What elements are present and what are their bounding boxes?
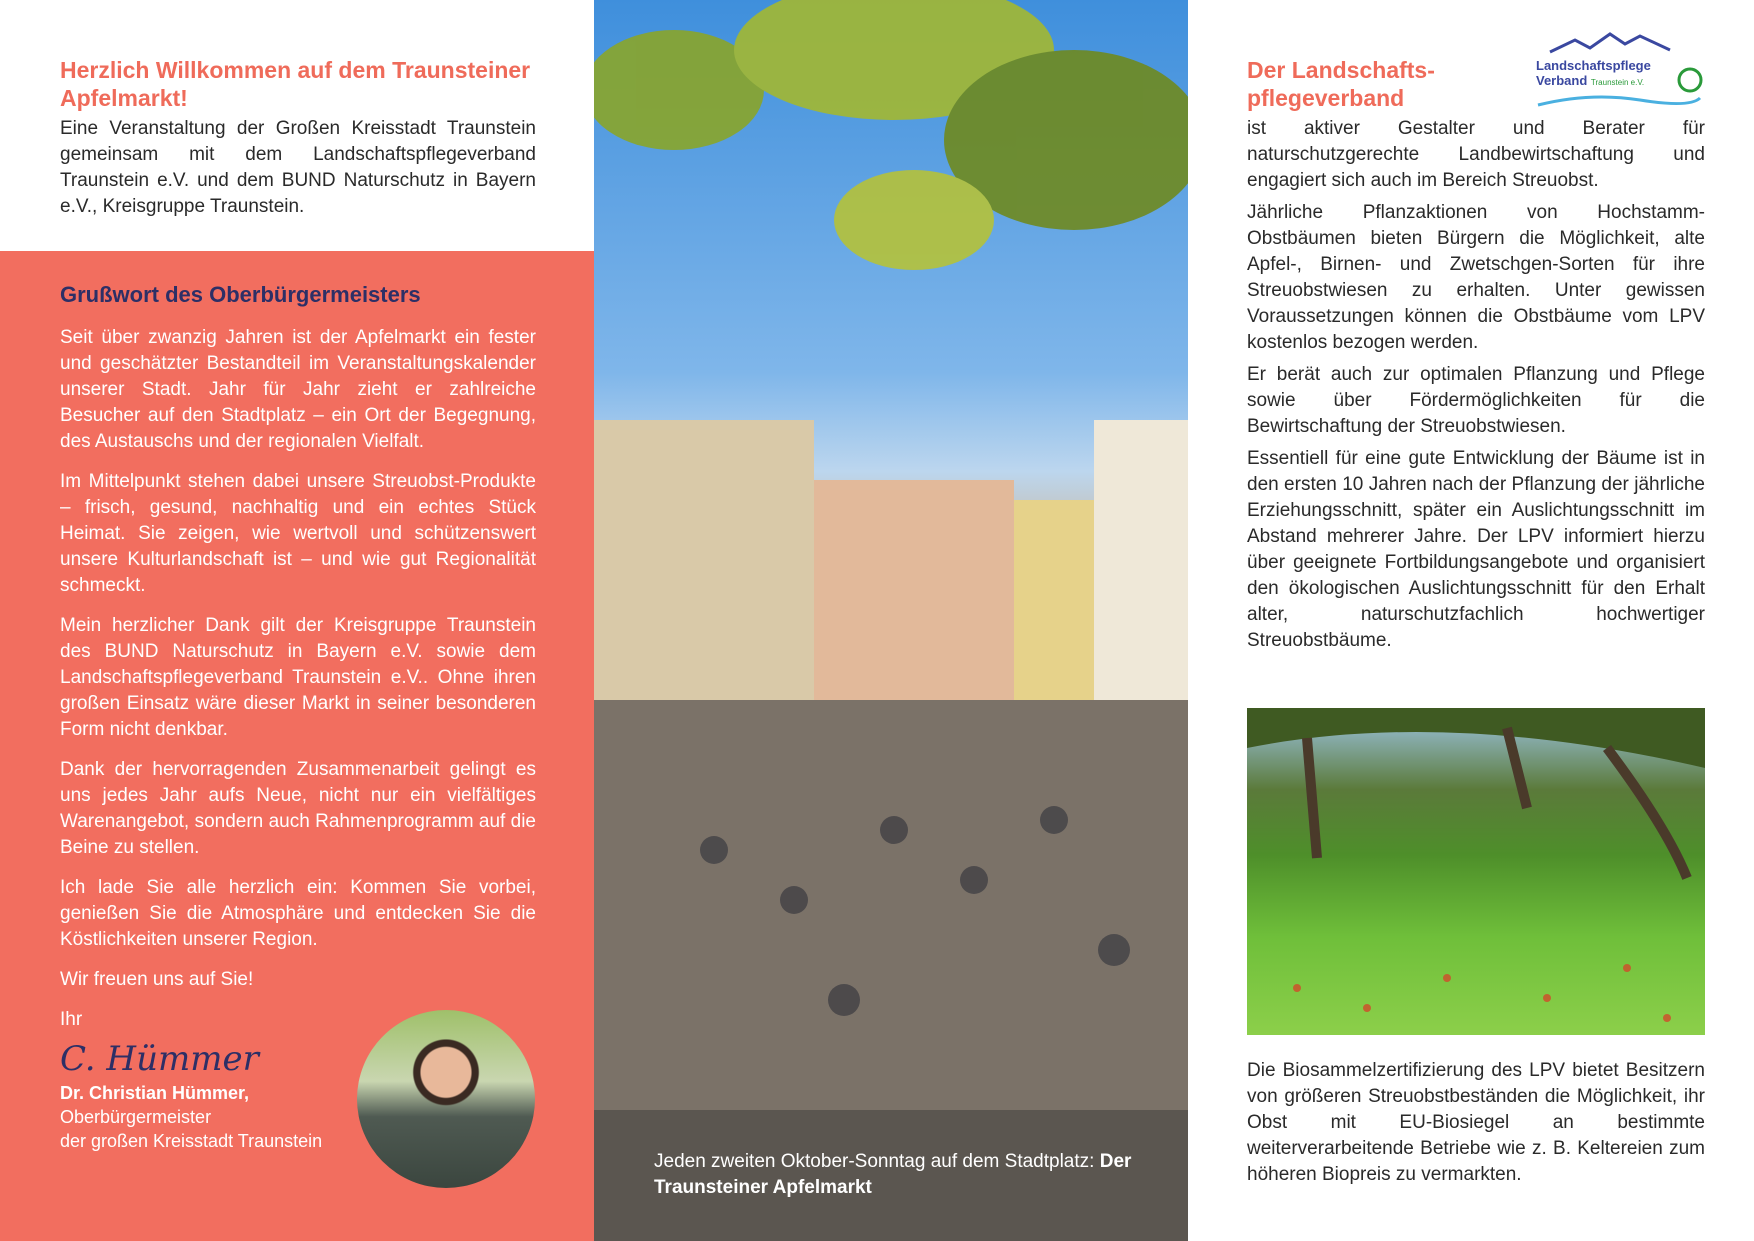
signature: C. Hümmer xyxy=(60,1039,259,1079)
greeting-paragraph: Seit über zwanzig Jahren ist der Apfelmarkt ein fester und geschätzter Bestandteil im Veranstaltungskalender unserer Stadt. Jahr für Jahr zieht er zahlreiche Besucher auf den Stadtplatz – ein Ort der Begegnung, des Austauschs und der regionalen Vielfalt. xyxy=(60,327,536,452)
greeting-closing: Wir freuen uns auf Sie! xyxy=(60,969,254,990)
market-photo xyxy=(594,0,1188,1241)
logo-line: Traunstein e.V. xyxy=(1590,78,1645,87)
welcome-text: Eine Veranstaltung der Großen Kreisstadt Traunstein gemeinsam mit dem Landschaftspflegeverband Traunstein e.V. und dem BUND Naturschutz in Bayern e.V., Kreisgruppe Traunstein. xyxy=(60,118,536,217)
greeting-ihr: Ihr xyxy=(60,1009,83,1030)
greeting-paragraph: Mein herzlicher Dank gilt der Kreisgruppe Traunstein des BUND Naturschutz in Bayern e.V. sowie dem Landschaftspflegeverband Traunstein e.V.. Ohne ihren großen Einsatz wäre dieser Markt in seiner besonderen Form nicht denkbar. xyxy=(60,615,536,740)
welcome-title: Herzlich Willkommen auf dem Traunsteiner Apfelmarkt! xyxy=(60,57,531,111)
orchard-scene xyxy=(1247,708,1705,1035)
caption-text: Jeden zweiten Oktober-Sonntag auf dem Stadtplatz: xyxy=(654,1151,1100,1172)
greeting-paragraph: Im Mittelpunkt stehen dabei unsere Streuobst-Produkte – frisch, gesund, nachhaltig und ein echtes Stück Heimat. Sie zeigen, wie wertvoll und schützenswert unsere Kulturlandschaft ist – und wie gut Regionalität schmeckt. xyxy=(60,471,536,596)
biocert-text: Die Biosammelzertifizierung des LPV bietet Besitzern von größeren Streuobstbeständen die Möglichkeit, ihr Obst mit EU-Biosiegel an bestimmte weiterverarbeitende Betriebe wie z. B. Keltereien zum höheren Biopreis zu vermarkten. xyxy=(1247,1060,1705,1185)
greeting-title: Grußwort des Oberbürgermeisters xyxy=(60,282,421,307)
lpv-paragraph: Er berät auch zur optimalen Pflanzung und Pflege sowie über Fördermöglichkeiten für die Bewirtschaftung der Streuobstwiesen. xyxy=(1247,364,1705,437)
signer-role: Oberbürgermeister xyxy=(60,1107,212,1127)
market-scene xyxy=(594,0,1188,1241)
signer-block xyxy=(60,1081,350,1153)
welcome-section xyxy=(60,56,536,220)
lpv-paragraph: Jährliche Pflanzaktionen von Hochstamm-Obstbäumen bieten Bürgern die Möglichkeit, alte Apfel-, Birnen- und Zwetschgen-Sorten für ihre Streuobstwiesen zu erhalten. Unter gewissen Voraussetzungen können die Obstbäume vom LPV kostenlos bezogen werden. xyxy=(1247,202,1705,353)
lpv-section xyxy=(1247,56,1705,660)
photo-caption xyxy=(654,1149,1134,1201)
signer-name: Dr. Christian Hümmer, xyxy=(60,1083,250,1103)
greeting-section xyxy=(0,251,594,1241)
caption-bold: Der Traunsteiner Apfelmarkt xyxy=(654,1151,1132,1198)
lpv-paragraph: Essentiell für eine gute Entwicklung der Bäume ist in den ersten 10 Jahren nach der Pflanzung der jährliche Erziehungsschnitt, später ein Auslichtungsschnitt im Abstand mehrerer Jahre. Der LPV informiert hierzu über geeignete Fortbildungsangebote und organisiert den ökologischen Auslichtungsschnitt für den Erhalt alter, naturschutzfachlich hochwertiger Streuobstbäume. xyxy=(1247,448,1705,651)
logo-line: Landschaftspflege xyxy=(1536,58,1651,73)
logo-line: Verband xyxy=(1536,73,1588,88)
greeting-paragraph: Dank der hervorragenden Zusammenarbeit gelingt es uns jedes Jahr aufs Neue, nicht nur ein vielfältiges Warenangebot, sondern auch Rahmenprogramm auf die Beine zu stellen. xyxy=(60,759,536,858)
lpv-title: Der Landschafts-pflegeverband xyxy=(1247,57,1435,111)
lpv-paragraph: ist aktiver Gestalter und Berater für naturschutzgerechte Landbewirtschaftung und engagiert sich auch im Bereich Streuobst. xyxy=(1247,118,1705,191)
signer-role: der großen Kreisstadt Traunstein xyxy=(60,1131,323,1151)
greeting-paragraph: Ich lade Sie alle herzlich ein: Kommen Sie vorbei, genießen Sie die Atmosphäre und entdecken Sie die Köstlichkeiten unserer Region. xyxy=(60,877,536,950)
orchard-photo xyxy=(1247,708,1705,1035)
